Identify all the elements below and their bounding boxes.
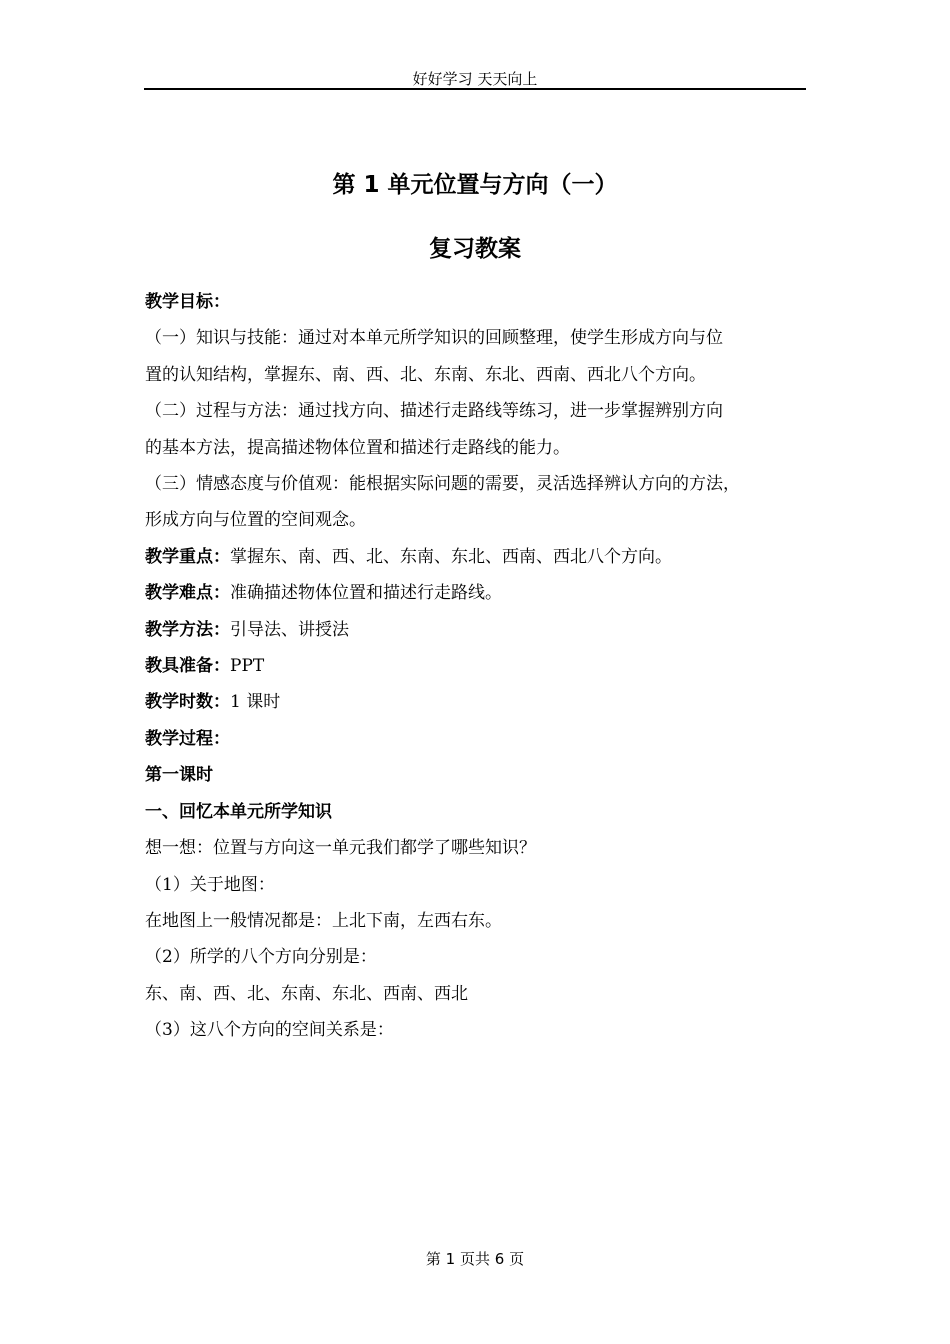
field-value: 掌握东、南、西、北、东南、东北、西南、西北八个方向。 [230, 546, 672, 567]
field-key-points [145, 539, 810, 575]
objective-line: （三）情感态度与价值观：能根据实际问题的需要，灵活选择辨认方向的方法， [145, 474, 740, 495]
field-value: 1 课时 [230, 692, 281, 713]
section-heading: 一、回忆本单元所学知识 [145, 801, 332, 822]
document-title: 第 1 单元位置与方向（一） [332, 172, 618, 198]
section-line: （3）这八个方向的空间关系是： [145, 1020, 394, 1041]
field-label: 教学时数： [145, 692, 230, 713]
process-label: 教学过程： [145, 728, 230, 749]
page-header-text: 好好学习 天天向上 [412, 70, 538, 88]
field-label: 教学难点： [145, 583, 230, 604]
objectives-label: 教学目标： [145, 292, 230, 312]
section-line: （1）关于地图： [145, 874, 275, 895]
objective-line: （一）知识与技能：通过对本单元所学知识的回顾整理，使学生形成方向与位 [145, 328, 723, 349]
field-value: PPT [230, 656, 265, 677]
section-line: （2）所学的八个方向分别是： [145, 947, 377, 968]
field-label: 教学重点： [145, 546, 230, 567]
objective-line: 形成方向与位置的空间观念。 [145, 510, 366, 531]
page-footer: 第 1 页共 6 页 [425, 1250, 525, 1268]
lesson-label: 第一课时 [145, 765, 213, 786]
field-materials [145, 648, 810, 684]
field-methods [145, 612, 810, 648]
section-line: 在地图上一般情况都是：上北下南，左西右东。 [145, 910, 502, 931]
document-body [145, 284, 810, 1049]
objective-line: 的基本方法，提高描述物体位置和描述行走路线的能力。 [145, 437, 570, 458]
document-subtitle: 复习教案 [429, 236, 521, 262]
field-hours [145, 684, 810, 720]
field-label: 教具准备： [145, 656, 230, 677]
section-line: 想一想：位置与方向这一单元我们都学了哪些知识？ [145, 838, 536, 859]
field-value: 引导法、讲授法 [230, 619, 349, 640]
field-difficulties [145, 575, 810, 611]
section-line: 东、南、西、北、东南、东北、西南、西北 [145, 983, 468, 1004]
objective-line: （二）过程与方法：通过找方向、描述行走路线等练习，进一步掌握辨别方向 [145, 401, 723, 422]
field-label: 教学方法： [145, 619, 230, 640]
header-divider [144, 88, 806, 90]
objective-line: 置的认知结构，掌握东、南、西、北、东南、东北、西南、西北八个方向。 [145, 364, 706, 385]
field-value: 准确描述物体位置和描述行走路线。 [230, 583, 502, 604]
